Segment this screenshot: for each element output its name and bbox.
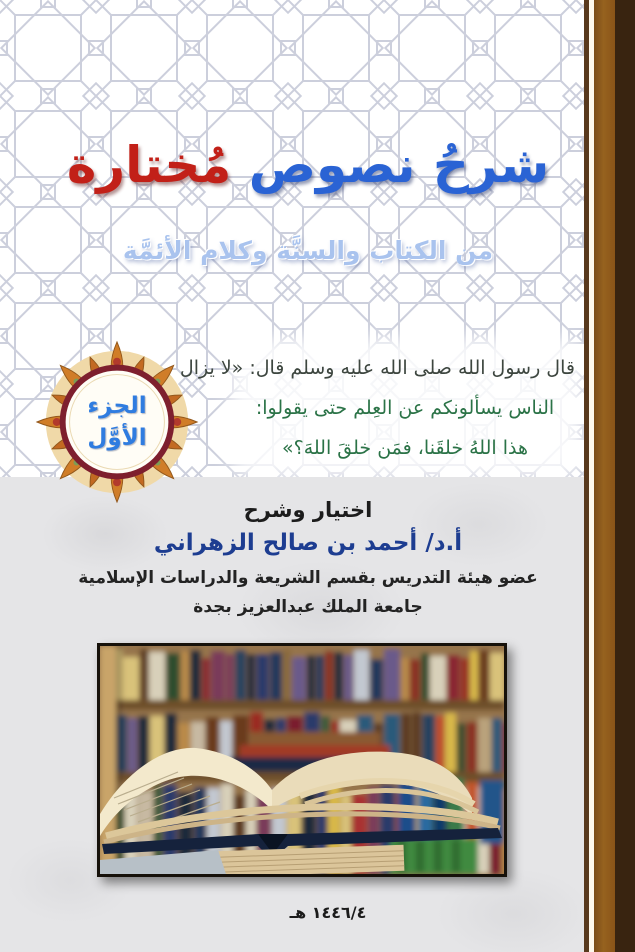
open-book-photo-art [100,646,504,874]
right-border-band [584,0,635,952]
cover-subtitle: من الكتاب والسنَّة وكلام الأئمَّة [122,236,494,265]
affiliation-line-2: جامعة الملك عبدالعزيز بجدة [193,597,423,617]
sidebar-stripe-mid-brown [594,0,615,952]
part-badge-text [33,338,201,506]
title-main-words: شرحُ نصوص [248,136,550,194]
part-badge [33,338,201,506]
affiliation-line-1: عضو هيئة التدريس بقسم الشريعة والدراسات الإسلامية [78,568,538,588]
hadith-quote [179,348,575,468]
sidebar-stripe-dark-brown [615,0,635,952]
hadith-line-2: الناس يسألونكم عن العِلم حتى يقولوا: [255,397,555,419]
part-badge-line1: الجزء [87,392,147,419]
title-accent-word: مُختارة [66,136,232,194]
hijri-date: ١٤٤٦/٤ هـ [289,903,367,922]
hadith-line-1: قال رسول الله صلى الله عليه وسلم قال: «لا يزال [179,357,575,379]
hadith-line-3: هذا اللهُ خلقَنا، فمَن خلقَ اللهَ؟» [282,437,528,459]
part-badge-line2: الأوَّل [87,424,147,451]
open-book-photo [97,643,507,877]
author-name: أ.د/ أحمد بن صالح الزهراني [153,530,463,556]
cover-title [16,136,600,194]
byline-label: اختيار وشرح [243,498,373,522]
